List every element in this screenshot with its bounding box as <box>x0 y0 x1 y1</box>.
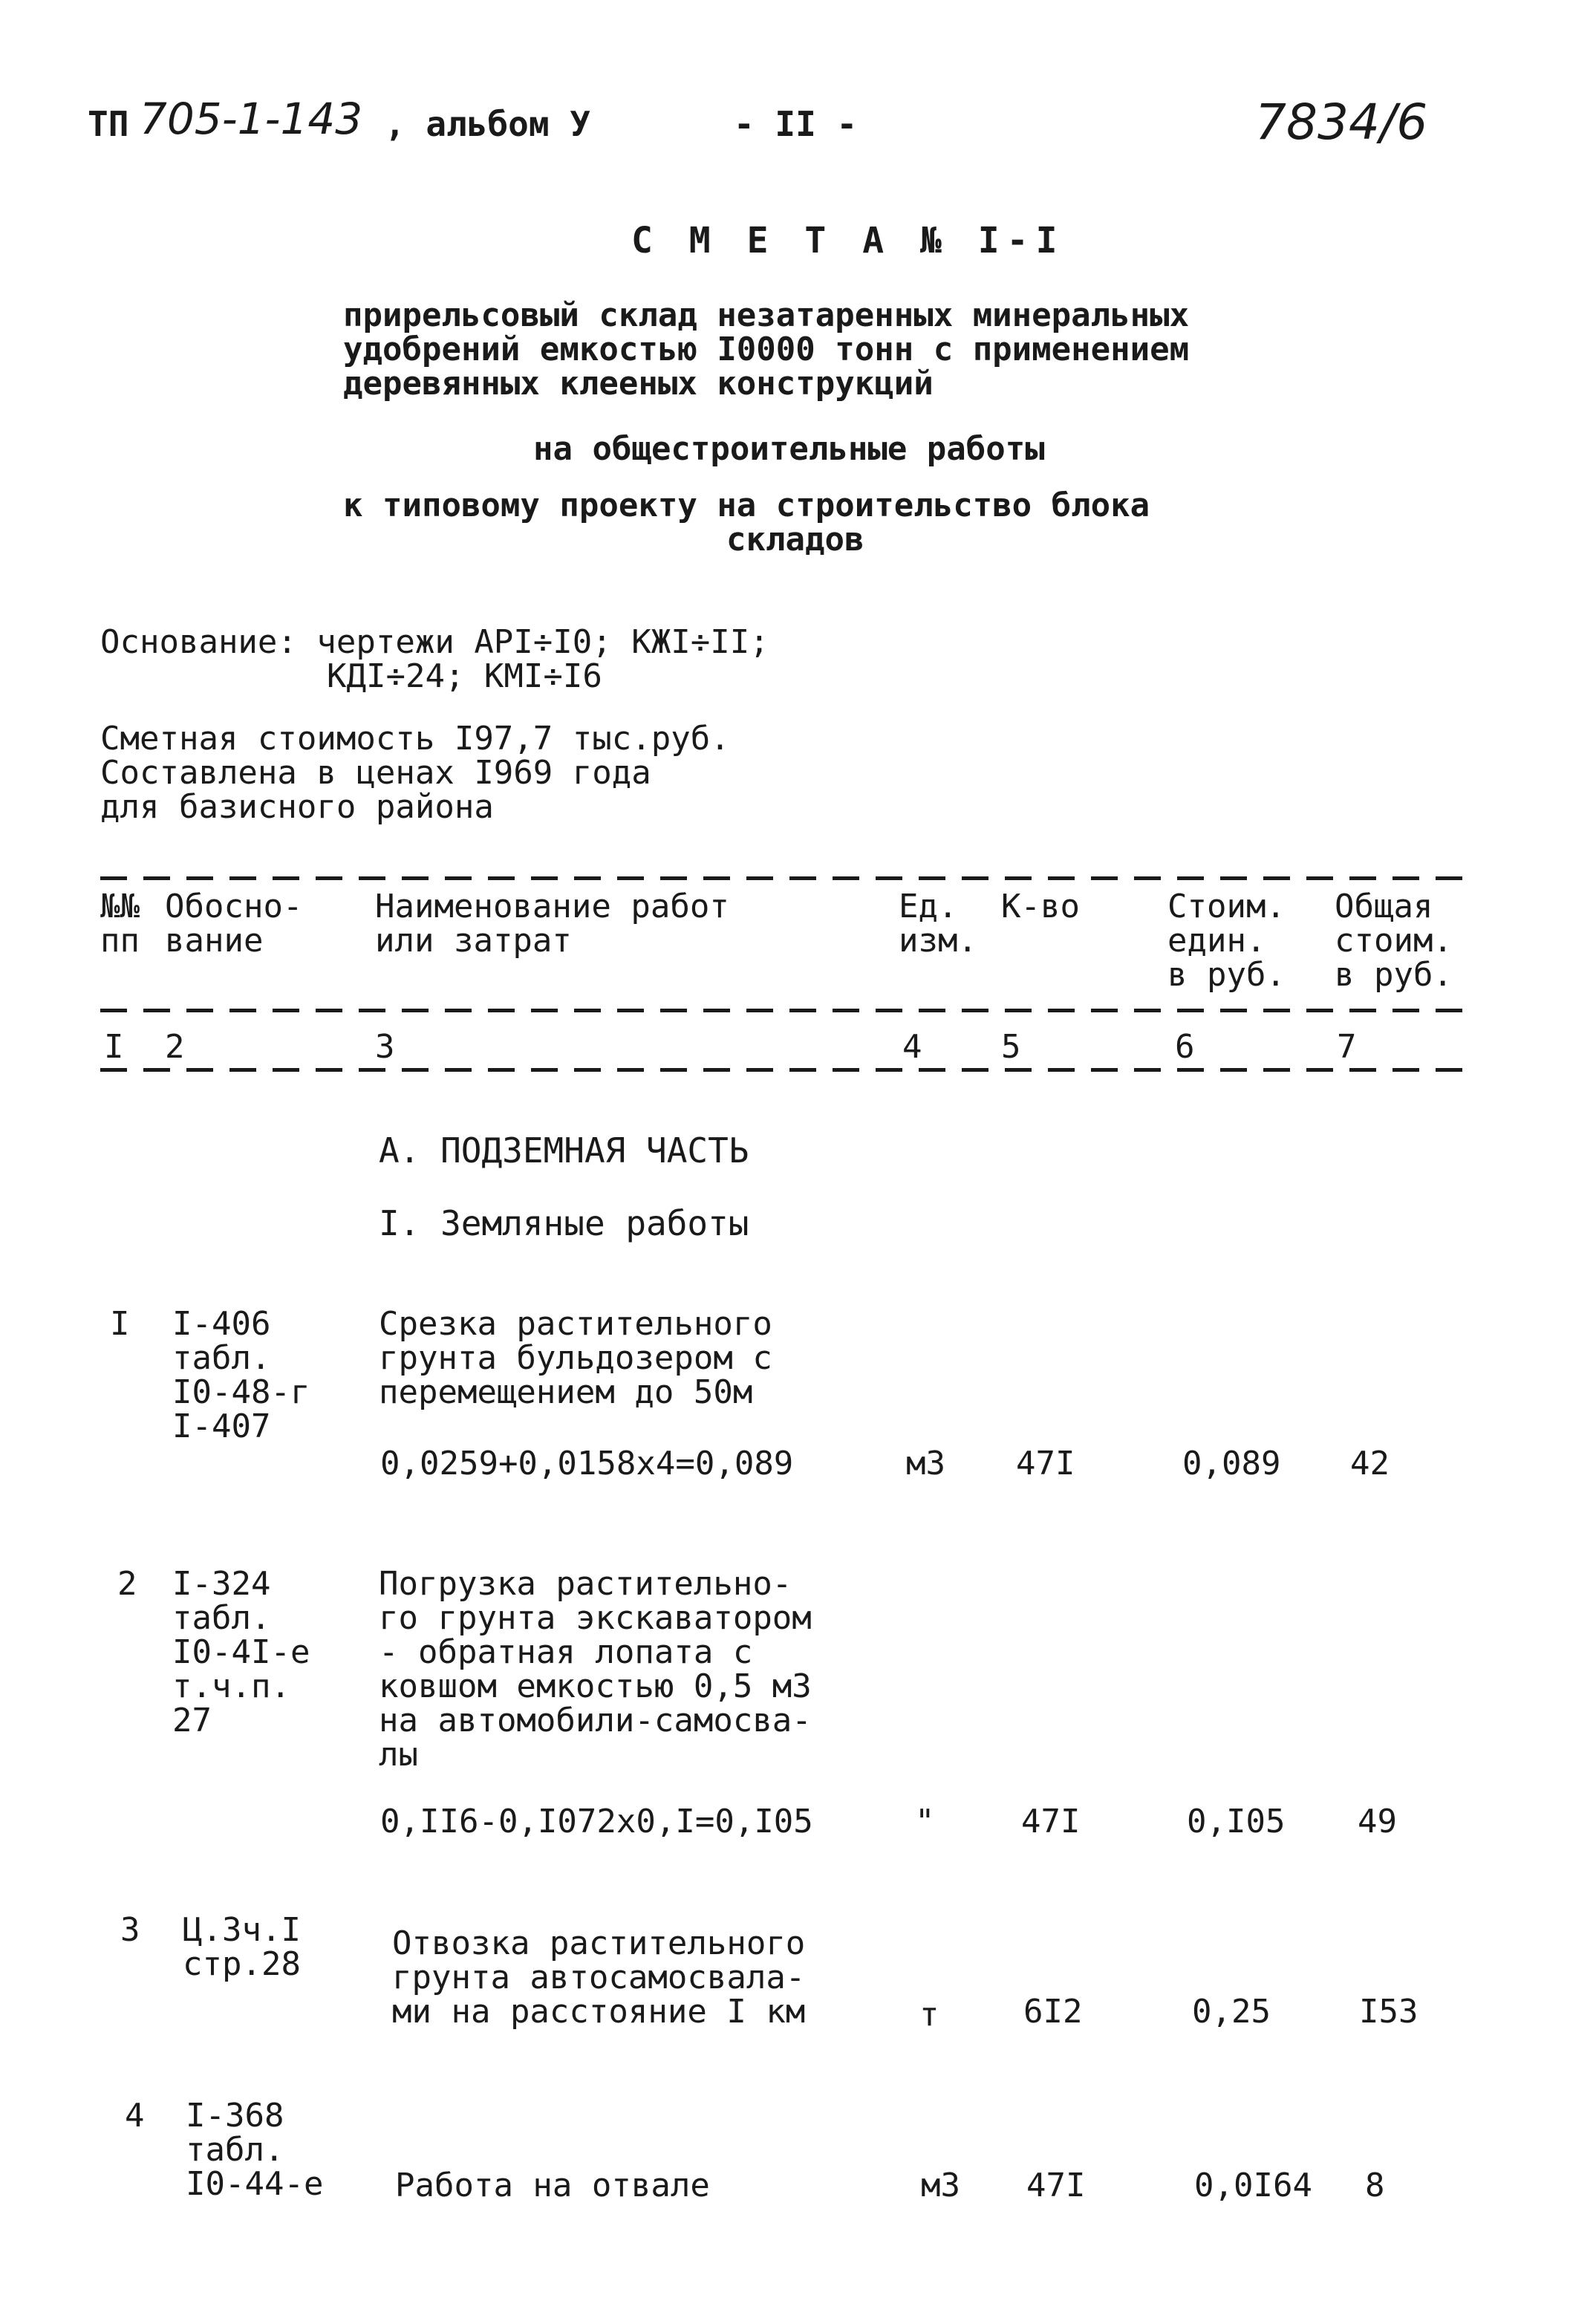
row-unit-cost: 0,25 <box>1192 1993 1271 2031</box>
header-name-1: Наименование работ <box>375 888 729 925</box>
header-unit-1: Ед. <box>899 888 958 925</box>
row-unit: м3 <box>921 2167 960 2204</box>
header-qty: К-во <box>1001 888 1080 925</box>
row-name: Отвозка растительного <box>392 1924 806 1962</box>
section-heading: А. ПОДЗЕМНАЯ ЧАСТЬ <box>379 1130 749 1171</box>
header-basis-1: Обосно- <box>165 888 303 925</box>
row-calculation: 0,0259+0,0158х4=0,089 <box>380 1445 794 1482</box>
header-unit-cost-3: в руб. <box>1167 956 1286 994</box>
row-quantity: 6I2 <box>1023 1993 1083 2031</box>
subtitle-line-2: удобрений емкостью I0000 тонн с применением <box>343 331 1190 368</box>
row-basis: т.ч.п. <box>172 1667 290 1705</box>
column-number: 5 <box>1001 1028 1021 1066</box>
column-number: 6 <box>1175 1028 1195 1066</box>
row-unit-cost: 0,I05 <box>1187 1803 1286 1840</box>
album-label: , альбом У <box>385 104 590 144</box>
header-unit-cost-1: Стоим. <box>1167 888 1286 925</box>
row-total: 8 <box>1365 2167 1385 2204</box>
document-number: 7834/6 <box>1255 94 1428 151</box>
header-total-3: в руб. <box>1335 956 1453 994</box>
row-unit: м3 <box>906 1445 945 1482</box>
row-basis: табл. <box>172 1599 271 1637</box>
table-header-rule <box>100 1009 1474 1012</box>
estimate-title: С М Е Т А № I-I <box>631 220 1065 261</box>
column-number: 7 <box>1337 1028 1357 1066</box>
row-name: на автомобили-самосва- <box>379 1702 812 1739</box>
row-name: Погрузка растительно- <box>379 1565 792 1603</box>
row-number: I <box>110 1305 130 1343</box>
row-name: лы <box>379 1736 418 1774</box>
row-unit-cost: 0,0I64 <box>1194 2167 1312 2204</box>
column-number: I <box>104 1028 124 1066</box>
subtitle-line-3: деревянных клееных конструкций <box>343 365 934 403</box>
row-name: грунта бульдозером с <box>379 1339 772 1377</box>
row-basis: табл. <box>172 1339 271 1377</box>
row-basis: 27 <box>172 1702 212 1739</box>
row-number: 2 <box>117 1565 137 1603</box>
column-number: 3 <box>375 1028 395 1066</box>
row-name: ми на расстояние I км <box>392 1993 806 2031</box>
basis-line-1: Основание: чертежи АРI÷I0; КЖI÷II; <box>100 623 769 661</box>
header-unit-cost-2: един. <box>1167 922 1266 960</box>
row-total: 42 <box>1350 1445 1390 1482</box>
cost-line-1: Сметная стоимость I97,7 тыс.руб. <box>100 720 730 758</box>
row-basis: I-324 <box>172 1565 271 1603</box>
cost-line-3: для базисного района <box>100 788 494 826</box>
row-unit: " <box>915 1803 935 1840</box>
basis-line-2: КДI÷24; КМI÷I6 <box>327 657 602 695</box>
header-unit-2: изм. <box>899 922 977 960</box>
row-basis: I0-44-е <box>186 2165 324 2203</box>
row-basis: I-407 <box>172 1407 271 1445</box>
column-numbers-rule <box>100 1068 1474 1072</box>
row-basis: I-406 <box>172 1305 271 1343</box>
tp-label: ТП <box>88 104 129 144</box>
row-name: грунта автосамосвала- <box>392 1959 806 1996</box>
row-number: 4 <box>125 2097 145 2135</box>
row-calculation: 0,II6-0,I072х0,I=0,I05 <box>380 1803 813 1840</box>
row-basis: I0-48-г <box>172 1373 310 1411</box>
row-name: - обратная лопата с <box>379 1633 753 1671</box>
header-total-2: стоим. <box>1335 922 1453 960</box>
header-num-1: №№ <box>100 888 140 925</box>
cost-line-2: Составлена в ценах I969 года <box>100 754 651 792</box>
row-quantity: 47I <box>1016 1445 1075 1482</box>
column-number: 4 <box>902 1028 922 1066</box>
tp-number: 705-1-143 <box>140 94 363 144</box>
project-line-1: к типовому проекту на строительство блока <box>343 486 1150 524</box>
row-name: го грунта экскаватором <box>379 1599 812 1637</box>
header-num-2: пп <box>100 922 140 960</box>
project-line-2: складов <box>726 521 864 559</box>
works-type: на общестроительные работы <box>533 430 1045 468</box>
row-basis: I-368 <box>186 2097 284 2135</box>
subsection-heading: I. Земляные работы <box>379 1203 749 1243</box>
header-total-1: Общая <box>1335 888 1433 925</box>
page-number: - II - <box>734 104 858 144</box>
row-name: Срезка растительного <box>379 1305 772 1343</box>
row-name: Работа на отвале <box>395 2167 710 2204</box>
row-number: 3 <box>120 1911 140 1949</box>
row-unit-cost: 0,089 <box>1182 1445 1281 1482</box>
row-total: I53 <box>1359 1993 1418 2031</box>
row-basis: Ц.3ч.I <box>183 1911 301 1949</box>
table-top-rule <box>100 876 1474 880</box>
row-name: ковшом емкостью 0,5 м3 <box>379 1667 812 1705</box>
column-number: 2 <box>165 1028 185 1066</box>
row-name: перемещением до 50м <box>379 1373 753 1411</box>
header-name-2: или затрат <box>375 922 572 960</box>
row-basis: стр.28 <box>183 1945 301 1983</box>
header-basis-2: вание <box>165 922 264 960</box>
row-basis: I0-4I-е <box>172 1633 310 1671</box>
row-quantity: 47I <box>1026 2167 1086 2204</box>
row-unit: т <box>919 1996 939 2034</box>
subtitle-line-1: прирельсовый склад незатаренных минеральных <box>343 296 1190 334</box>
row-quantity: 47I <box>1021 1803 1081 1840</box>
row-basis: табл. <box>186 2131 284 2169</box>
row-total: 49 <box>1358 1803 1397 1840</box>
